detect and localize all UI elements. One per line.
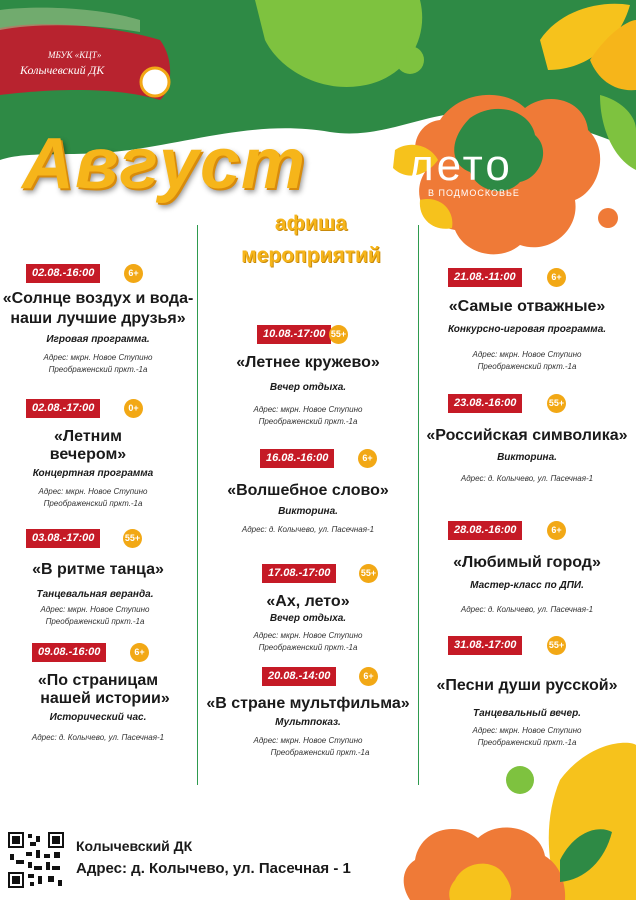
age-rating: 55+	[123, 529, 142, 548]
event-address: Адрес: мкрн. Новое Ступино	[472, 726, 582, 735]
event-date: 03.08.-17:00	[26, 529, 100, 548]
event-address: Адрес: мкрн. Новое Ступино	[43, 353, 153, 362]
age-rating: 6+	[359, 667, 378, 686]
event-description: Концертная программа	[32, 468, 154, 479]
event-title-line-2: вечером»	[49, 446, 127, 463]
event-address: Адрес: мкрн. Новое Ступино	[253, 736, 363, 745]
event-address: Адрес: мкрн. Новое Ступино	[40, 605, 150, 614]
month-title: Август	[22, 124, 307, 204]
age-rating: 55+	[359, 564, 378, 583]
event-address: Адрес: мкрн. Новое Ступино	[38, 487, 148, 496]
afisha-line-2: мероприятий	[241, 244, 381, 267]
event-address-line-2: Преображенский пркт.-1а	[43, 499, 143, 508]
event-title: «Самые отважные»	[448, 298, 606, 315]
age-rating: 55+	[547, 394, 566, 413]
orange-dot-right	[598, 208, 618, 228]
event-date: 23.08.-16:00	[448, 394, 522, 413]
event-date: 21.08.-11:00	[448, 268, 522, 287]
green-dot-bottom	[506, 766, 534, 794]
event-description: Танцевальная веранда.	[36, 589, 154, 600]
event-address: Адрес: мкрн. Новое Ступино	[472, 350, 582, 359]
event-address: Адрес: д. Колычево, ул. Пасечная-1	[31, 733, 165, 742]
event-title: «Летнее кружево»	[236, 354, 380, 371]
event-date: 20.08.-14:00	[262, 667, 336, 686]
age-rating: 55+	[329, 325, 348, 344]
event-title: «Волшебное слово»	[227, 482, 389, 499]
event-address: Адрес: мкрн. Новое Ступино	[253, 631, 363, 640]
event-date: 17.08.-17:00	[262, 564, 336, 583]
event-title: «Солнце воздух и вода-	[2, 290, 194, 307]
event-title: «Любимый город»	[453, 554, 601, 571]
event-address-line-2: Преображенский пркт.-1а	[258, 643, 358, 652]
event-title: «Ах, лето»	[266, 593, 350, 610]
event-address: Адрес: д. Колычево, ул. Пасечная-1	[241, 525, 375, 534]
event-date: 28.08.-16:00	[448, 521, 522, 540]
event-description: Конкурсно-игровая программа.	[447, 324, 607, 335]
event-address-line-2: Преображенский пркт.-1а	[48, 365, 148, 374]
event-description: Исторический час.	[49, 712, 147, 723]
event-title: «В ритме танца»	[32, 561, 164, 578]
event-description: Вечер отдыха.	[269, 382, 347, 393]
event-address-line-2: Преображенский пркт.-1а	[477, 362, 577, 371]
event-date: 09.08.-16:00	[32, 643, 106, 662]
logo	[0, 0, 175, 105]
event-title-line-2: нашей истории»	[40, 690, 170, 707]
org-name: МБУК «КЦТ»	[48, 50, 102, 60]
leto-word: лето	[408, 141, 513, 190]
dk-name: Колычевский ДК	[20, 63, 105, 77]
event-description: Вечер отдыха.	[269, 613, 347, 624]
age-rating: 6+	[130, 643, 149, 662]
event-address: Адрес: д. Колычево, ул. Пасечная-1	[460, 474, 594, 483]
event-date: 31.08.-17:00	[448, 636, 522, 655]
event-title: «Песни души русской»	[436, 677, 618, 694]
leto-subtitle: В ПОДМОСКОВЬЕ	[428, 188, 520, 198]
event-description: Игровая программа.	[46, 334, 150, 345]
event-title: «По страницам	[37, 672, 159, 689]
afisha-line-1: афиша	[274, 212, 348, 235]
event-description: Викторина.	[497, 452, 557, 463]
event-title: «Летним	[54, 428, 122, 445]
footer-venue-name: Колычевский ДК	[76, 838, 193, 854]
event-description: Викторина.	[278, 506, 338, 517]
age-rating: 6+	[547, 268, 566, 287]
age-rating: 6+	[547, 521, 566, 540]
age-rating: 6+	[358, 449, 377, 468]
qr-code-icon	[8, 832, 64, 888]
event-date: 02.08.-16:00	[26, 264, 100, 283]
age-rating: 55+	[547, 636, 566, 655]
age-rating: 6+	[124, 264, 143, 283]
event-title: «Российская символика»	[426, 427, 628, 444]
event-description: Танцевальный вечер.	[473, 708, 581, 719]
event-address-line-2: Преображенский пркт.-1а	[45, 617, 145, 626]
event-description: Мастер-класс по ДПИ.	[470, 580, 584, 591]
age-rating: 0+	[124, 399, 143, 418]
green-dot-top	[396, 46, 424, 74]
footer-address: Адрес: д. Колычево, ул. Пасечная - 1	[76, 860, 351, 877]
event-date: 02.08.-17:00	[26, 399, 100, 418]
event-title: «В стране мультфильма»	[206, 695, 410, 712]
event-address-line-2: Преображенский пркт.-1а	[270, 748, 370, 757]
event-title-line-2: наши лучшие друзья»	[10, 310, 186, 327]
event-address-line-2: Преображенский пркт.-1а	[258, 417, 358, 426]
event-address: Адрес: д. Колычево, ул. Пасечная-1	[460, 605, 594, 614]
event-date: 16.08.-16:00	[260, 449, 334, 468]
event-description: Мультпоказ.	[275, 717, 341, 728]
event-date: 10.08.-17:00	[257, 325, 331, 344]
event-address-line-2: Преображенский пркт.-1а	[477, 738, 577, 747]
event-address: Адрес: мкрн. Новое Ступино	[253, 405, 363, 414]
